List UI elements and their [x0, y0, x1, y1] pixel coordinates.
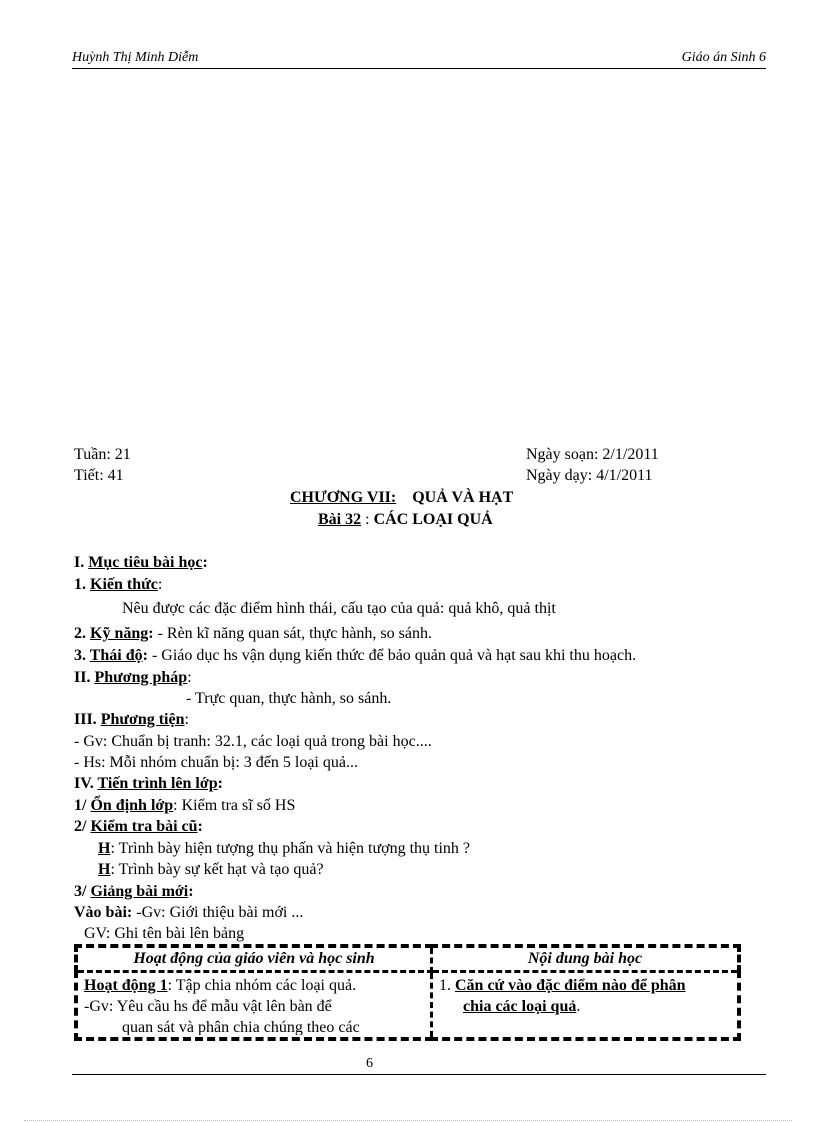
- step1-line: 1/ Ổn định lớp: Kiểm tra sĩ số HS: [74, 797, 296, 814]
- content-cell: 1. Căn cứ vào đặc điểm nào để phân chia các loại quả.: [432, 972, 740, 1040]
- chapter-label: CHƯƠNG VII:: [290, 489, 397, 506]
- table-row: [76, 972, 739, 1040]
- lesson-name: CÁC LOẠI QUẢ: [373, 511, 493, 528]
- means-heading: III. Phương tiện:: [74, 711, 189, 728]
- page-edge-dots: [24, 1120, 792, 1121]
- header-author: Huỳnh Thị Minh Diễm: [72, 50, 199, 65]
- col-activity-header: Hoạt động của giáo viên và học sinh: [76, 946, 432, 972]
- step2-heading: 2/ Kiểm tra bài cũ:: [74, 818, 203, 835]
- step3-heading: 3/ Giảng bài mới:: [74, 883, 194, 900]
- activity-cell: Hoạt động 1: Tập chia nhóm các loại quả. -Gv: Yêu cầu hs để mẫu vật lên bàn để quan sát và phân chia chúng theo các: [76, 972, 432, 1040]
- footer-rule: [72, 1074, 766, 1075]
- board-line: GV: Ghi tên bài lên bảng: [84, 925, 245, 942]
- page-header: [72, 50, 766, 69]
- attitude-line: 3. Thái độ: - Giáo dục hs vận dụng kiến thức để bảo quản quả và hạt sau khi thu hoạch.: [74, 647, 637, 664]
- question-1: H: Trình bày hiện tượng thụ phấn và hiện tượng thụ tinh ?: [98, 840, 471, 857]
- week-label: Tuần: 21: [74, 446, 131, 463]
- content-heading: Căn cứ vào đặc điểm nào để phân: [455, 977, 686, 994]
- lesson-title: Bài 32 : CÁC LOẠI QUẢ: [318, 511, 493, 528]
- method-text: - Trực quan, thực hành, so sánh.: [186, 690, 392, 707]
- means-hs: - Hs: Mỗi nhóm chuẩn bị: 3 đến 5 loại quả...: [74, 754, 358, 771]
- lesson-label: Bài 32: [318, 511, 362, 528]
- teach-date: Ngày dạy: 4/1/2011: [526, 467, 653, 484]
- objectives-heading: I. Mục tiêu bài học:: [74, 554, 208, 571]
- activity-gv-line1: -Gv: Yêu cầu hs để mẫu vật lên bàn để: [84, 998, 332, 1015]
- table-header-row: [76, 946, 739, 972]
- activity-label: Hoạt động 1: [84, 977, 168, 994]
- page-number: 6: [366, 1056, 373, 1071]
- skills-line: 2. Kỹ năng: - Rèn kĩ năng quan sát, thực hành, so sánh.: [74, 625, 432, 642]
- chapter-name: QUẢ VÀ HẠT: [412, 489, 514, 506]
- activity-table: [74, 944, 741, 1041]
- means-gv: - Gv: Chuẩn bị tranh: 32.1, các loại quả trong bài học....: [74, 733, 432, 750]
- col-content-header: Nội dung bài học: [432, 946, 740, 972]
- knowledge-heading: 1. Kiến thức:: [74, 576, 163, 593]
- process-heading: IV. Tiến trình lên lớp:: [74, 775, 223, 792]
- chapter-title: [290, 488, 513, 508]
- question-2: H: Trình bày sự kết hạt và tạo quả?: [98, 861, 324, 878]
- knowledge-text: Nêu được các đặc điểm hình thái, cấu tạo của quả: quả khô, quả thịt: [122, 600, 556, 617]
- header-subject: Giáo án Sinh 6: [681, 50, 766, 65]
- prep-date: Ngày soạn: 2/1/2011: [526, 446, 659, 463]
- method-heading: II. Phương pháp:: [74, 669, 192, 686]
- intro-line: Vào bài: -Gv: Giới thiệu bài mới ...: [74, 904, 304, 921]
- period-label: Tiết: 41: [74, 467, 124, 484]
- activity-gv-line2: quan sát và phân chia chúng theo các: [122, 1019, 360, 1035]
